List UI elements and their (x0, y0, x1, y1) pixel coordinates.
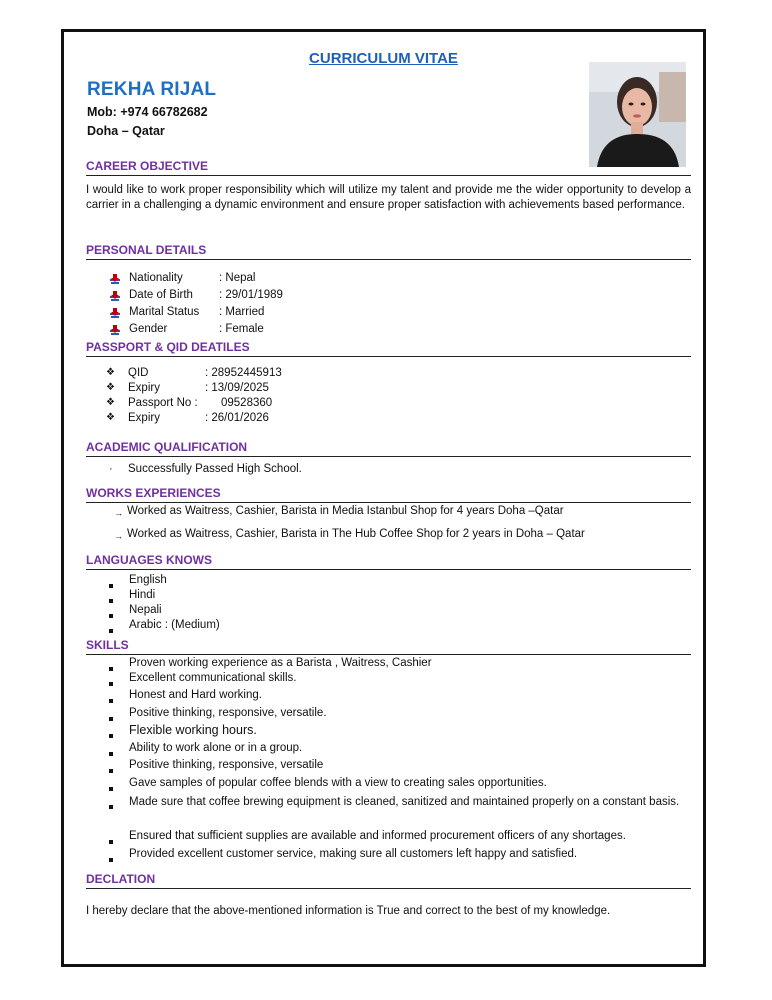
skill-item: Provided excellent customer service, making sure all customers left happy and satisfied. (129, 848, 578, 860)
arrow-marker-icon (109, 306, 121, 324)
academic-item: Successfully Passed High School. (128, 463, 302, 475)
location: Doha – Qatar (87, 124, 165, 138)
section-heading-career-objective: CAREER OBJECTIVE (86, 159, 691, 176)
diamond-bullet-icon: ❖ (106, 412, 115, 423)
arrow-marker-icon (109, 289, 121, 307)
square-bullet-icon (109, 746, 113, 760)
passport-detail-label: Passport No : (128, 397, 198, 409)
passport-detail-value: : 13/09/2025 (205, 382, 269, 394)
personal-detail-label: Marital Status (129, 306, 200, 318)
skill-item: Ensured that sufficient supplies are available and informed procurement officers of any shortages. (129, 830, 626, 842)
personal-detail-label: Nationality (129, 272, 183, 284)
language-item: English (129, 574, 167, 586)
skill-item: Positive thinking, responsive, versatile (129, 759, 324, 771)
square-bullet-icon (109, 693, 113, 707)
square-bullet-icon (109, 799, 113, 813)
passport-detail-label: Expiry (128, 382, 160, 394)
profile-photo (589, 62, 686, 167)
applicant-name: REKHA RIJAL (87, 79, 217, 100)
square-bullet-icon (109, 711, 113, 725)
square-bullet-icon (109, 852, 113, 866)
section-heading-skills: SKILLS (86, 638, 691, 655)
skill-item: Proven working experience as a Barista , Waitress, Cashier (129, 657, 432, 669)
language-item: Nepali (129, 604, 162, 616)
square-bullet-icon (109, 608, 113, 622)
skill-item: Excellent communicational skills. (129, 672, 297, 684)
passport-detail-value: 09528360 (221, 397, 273, 409)
square-bullet-icon (109, 623, 113, 637)
career-objective-text: I would like to work proper responsibility which will utilize my talent and provide me the wider opportunity to develop a carrier in a challenging a dynamic environment and ensure proper satisfaction with achievements based performance. (86, 184, 691, 212)
passport-detail-value: : 28952445913 (205, 367, 282, 379)
skill-item: Made sure that coffee brewing equipment is cleaned, sanitized and maintained properly on a constant basis. (129, 796, 680, 808)
personal-detail-value: : Female (219, 323, 264, 335)
cv-page (61, 29, 706, 967)
section-heading-languages: LANGUAGES KNOWS (86, 553, 691, 570)
section-heading-passport-qid: PASSPORT & QID DEATILES (86, 340, 691, 357)
small-arrow-bullet-icon: → (114, 531, 123, 541)
diamond-bullet-icon: ❖ (106, 382, 115, 393)
work-experience-item: Worked as Waitress, Cashier, Barista in Media Istanbul Shop for 4 years Doha –Qatar (127, 505, 564, 517)
work-experience-item: Worked as Waitress, Cashier, Barista in The Hub Coffee Shop for 2 years in Doha – Qatar (127, 528, 585, 540)
skill-item: Gave samples of popular coffee blends with a view to creating sales opportunities. (129, 777, 547, 789)
square-bullet-icon (109, 781, 113, 795)
passport-detail-value: : 26/01/2026 (205, 412, 269, 424)
skill-item: Honest and Hard working. (129, 689, 262, 701)
skill-item: Flexible working hours. (129, 723, 257, 737)
arrow-marker-icon (109, 323, 121, 341)
section-heading-declaration: DECLATION (86, 872, 691, 889)
square-bullet-icon (109, 834, 113, 848)
square-bullet-icon (109, 728, 113, 742)
personal-detail-label: Date of Birth (129, 289, 193, 301)
square-bullet-icon (109, 763, 113, 777)
cv-title: CURRICULUM VITAE (309, 50, 458, 67)
declaration-text: I hereby declare that the above-mentioned information is True and correct to the best of my knowledge. (86, 905, 611, 917)
square-bullet-icon (109, 578, 113, 592)
skill-item: Ability to work alone or in a group. (129, 742, 303, 754)
small-bullet-icon: · (109, 463, 113, 475)
passport-detail-label: Expiry (128, 412, 160, 424)
language-item: Hindi (129, 589, 156, 601)
section-heading-work-experience: WORKS EXPERIENCES (86, 486, 691, 503)
personal-detail-value: : Married (219, 306, 265, 318)
section-heading-personal-details: PERSONAL DETAILS (86, 243, 691, 260)
skill-item: Positive thinking, responsive, versatile. (129, 707, 327, 719)
personal-detail-value: : 29/01/1989 (219, 289, 283, 301)
arrow-marker-icon (109, 272, 121, 290)
personal-detail-label: Gender (129, 323, 168, 335)
mobile-number: Mob: +974 66782682 (87, 105, 208, 119)
diamond-bullet-icon: ❖ (106, 367, 115, 378)
square-bullet-icon (109, 661, 113, 675)
language-item: Arabic : (Medium) (129, 619, 220, 631)
passport-detail-label: QID (128, 367, 149, 379)
small-arrow-bullet-icon: → (114, 508, 123, 518)
square-bullet-icon (109, 593, 113, 607)
square-bullet-icon (109, 676, 113, 690)
profile-photo-art (589, 62, 686, 167)
diamond-bullet-icon: ❖ (106, 397, 115, 408)
personal-detail-value: : Nepal (219, 272, 256, 284)
section-heading-academic: ACADEMIC QUALIFICATION (86, 440, 691, 457)
